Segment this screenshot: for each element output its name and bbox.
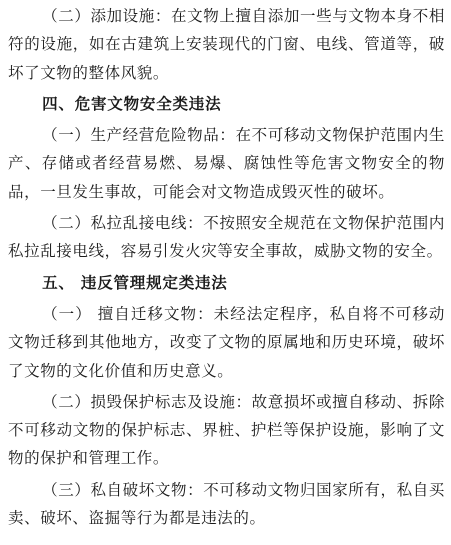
para-private-wiring: （二）私拉乱接电线：不按照安全规范在文物保护范围内私拉乱接电线，容易引发火灾等安全事故，威胁文物的安全。 xyxy=(8,214,445,261)
para-dangerous-goods: （一）生产经营危险物品：在不可移动文物保护范围内生产、存储或者经营易燃、易爆、腐蚀性等危害文物安全的物品，一旦发生事故，可能会对文物造成毁灭性的破坏。 xyxy=(8,126,445,201)
heading-section-4: 四、危害文物安全类违法 xyxy=(42,94,222,113)
para-add-facilities: （二）添加设施：在文物上擅自添加一些与文物本身不相符的设施，如在古建筑上安装现代的门窗、电线、管道等，破坏了文物的整体风貌。 xyxy=(8,7,445,82)
para-destroy-markers: （二）损毁保护标志及设施：故意损坏或擅自移动、拆除不可移动文物的保护标志、界桩、护栏等保护设施，影响了文物的保护和管理工作。 xyxy=(8,392,445,468)
heading-section-5: 五、 违反管理规定类违法 xyxy=(42,273,228,292)
para-relocation: （一） 擅自迁移文物：未经法定程序，私自将不可移动文物迁移到其他地方，改变了文物的原属地和历史环境，破坏了文物的文化价值和历史意义。 xyxy=(8,304,445,380)
para-private-sale: （三）私自破坏文物：不可移动文物归国家所有，私自买卖、破坏、盗掘等行为都是违法的。 xyxy=(8,480,445,528)
